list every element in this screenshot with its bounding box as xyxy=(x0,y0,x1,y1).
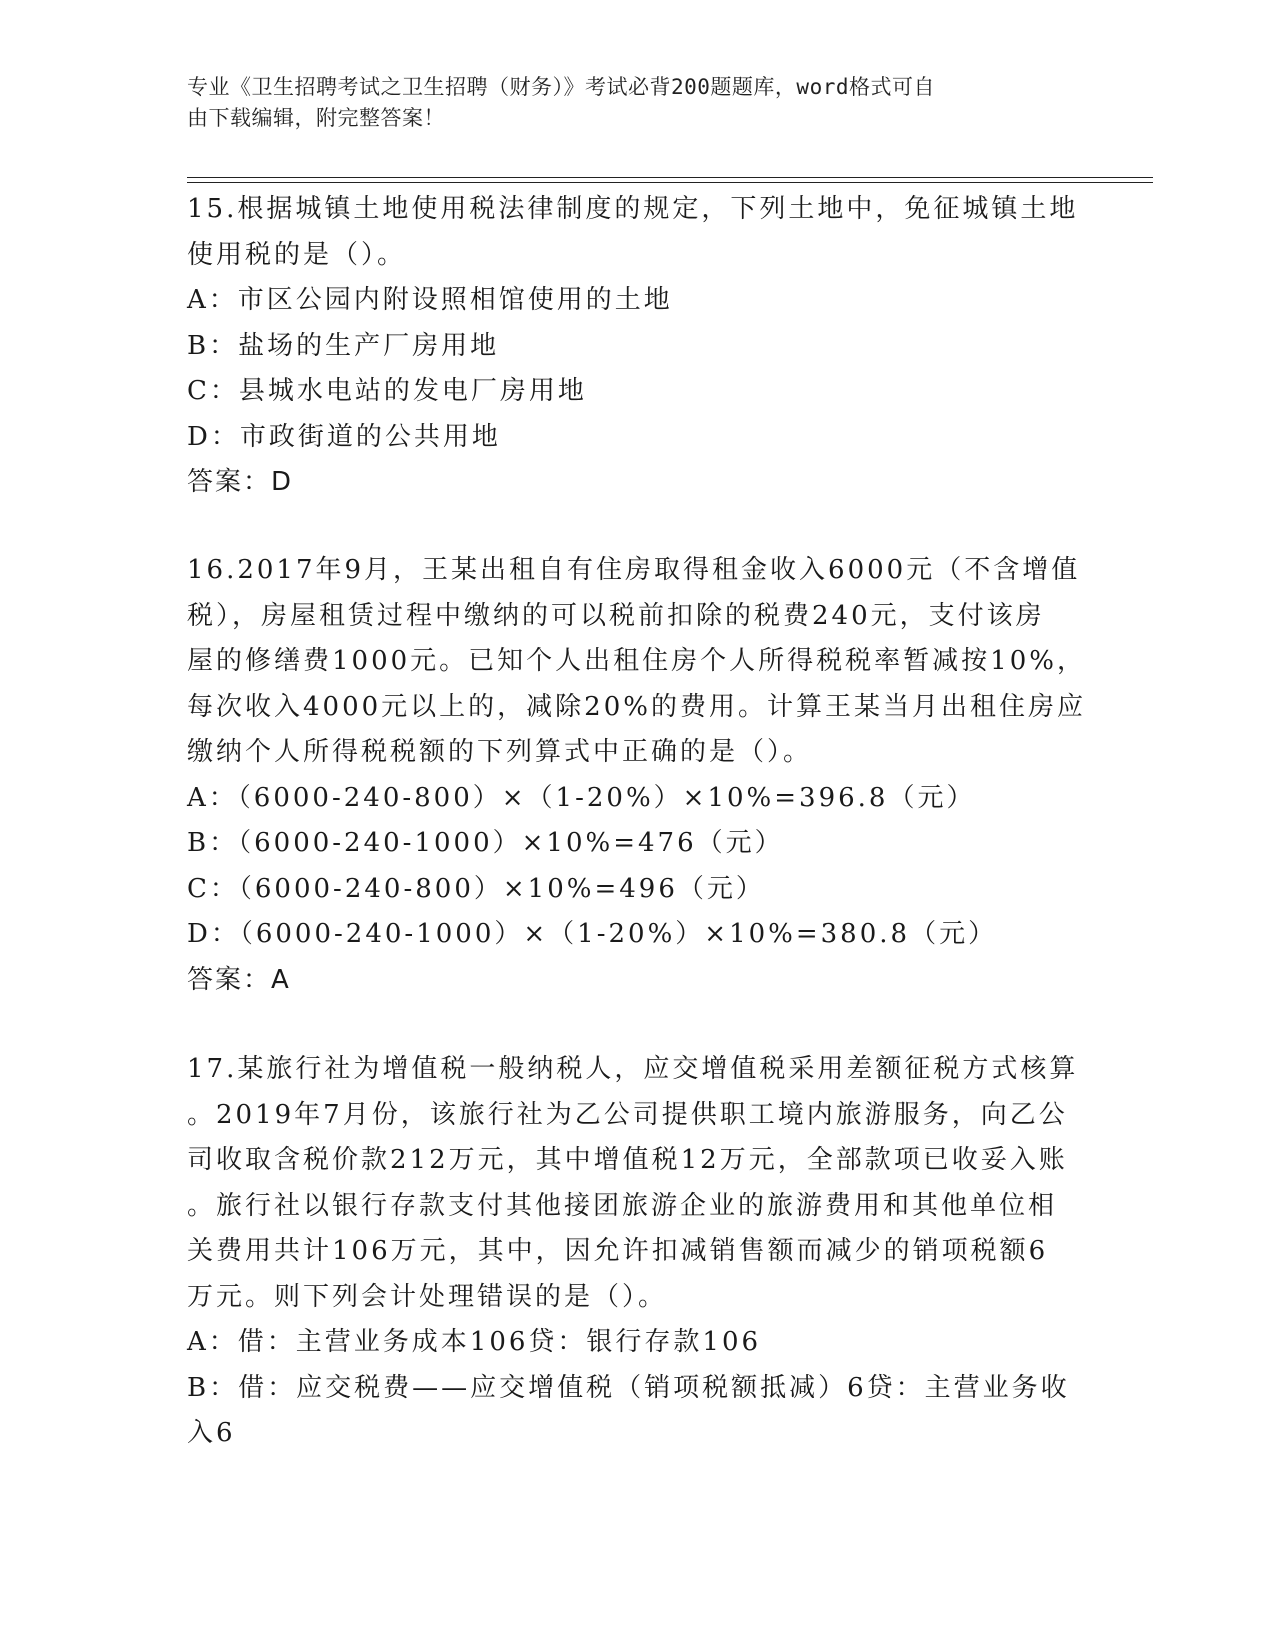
question-15 xyxy=(187,187,1077,506)
question-stem-line: 屋的修缮费1000元。已知个人出租住房个人所得税税率暂减按10%， xyxy=(187,646,1086,676)
option-a: A：市区公园内附设照相馆使用的土地 xyxy=(187,285,673,315)
option-b: B：借：应交税费——应交增值税（销项税额抵减）6贷：主营业务收 xyxy=(187,1372,1070,1403)
question-stem-line: 司收取含税价款212万元，其中增值税12万元，全部款项已收妥入账 xyxy=(187,1145,1068,1175)
option-b: B：盐场的生产厂房用地 xyxy=(187,330,500,361)
answer-line: 答案：D xyxy=(187,467,294,497)
question-stem-line: 16.2017年9月，王某出租自有住房取得租金收入6000元（不含增值 xyxy=(187,555,1081,585)
question-stem-line: 万元。则下列会计处理错误的是（）。 xyxy=(187,1281,668,1312)
question-16 xyxy=(187,548,1086,1003)
header-divider xyxy=(187,177,1153,178)
document-header xyxy=(187,72,1067,134)
option-d: D：（6000-240-1000）×（1-20%）×10%=380.8（元） xyxy=(187,919,998,949)
question-stem-line: 17.某旅行社为增值税一般纳税人，应交增值税采用差额征税方式核算 xyxy=(187,1054,1079,1084)
option-c: C：（6000-240-800）×10%=496（元） xyxy=(187,873,765,904)
header-divider-thin xyxy=(187,182,1153,183)
option-d: D：市政街道的公共用地 xyxy=(187,421,501,452)
option-a: A：借：主营业务成本106贷：银行存款106 xyxy=(187,1327,762,1357)
question-stem-line: 。2019年7月份，该旅行社为乙公司提供职工境内旅游服务，向乙公 xyxy=(187,1099,1068,1130)
question-stem-line: 关费用共计106万元，其中，因允许扣减销售额而减少的销项税额6 xyxy=(187,1236,1049,1266)
question-stem-line: 税），房屋租赁过程中缴纳的可以税前扣除的税费240元，支付该房 xyxy=(187,600,1045,631)
question-stem-line: 15.根据城镇土地使用税法律制度的规定，下列土地中，免征城镇土地 xyxy=(187,194,1079,224)
option-c: C：县城水电站的发电厂房用地 xyxy=(187,376,587,406)
question-stem-line: 每次收入4000元以上的，减除20%的费用。计算王某当月出租住房应 xyxy=(187,691,1086,722)
question-stem-line: 。旅行社以银行存款支付其他接团旅游企业的旅游费用和其他单位相 xyxy=(187,1190,1058,1221)
question-stem-line: 缴纳个人所得税税额的下列算式中正确的是（）。 xyxy=(187,737,813,767)
answer-line: 答案：A xyxy=(187,964,291,995)
option-b-continued: 入6 xyxy=(187,1418,236,1448)
header-line: 专业《卫生招聘考试之卫生招聘（财务）》考试必背200题题库，word格式可自 xyxy=(187,75,935,99)
option-a: A：（6000-240-800）×（1-20%）×10%=396.8（元） xyxy=(187,782,976,813)
question-stem-line: 使用税的是（）。 xyxy=(187,239,407,270)
header-line: 由下载编辑，附完整答案！ xyxy=(187,106,445,130)
question-17 xyxy=(187,1047,1077,1457)
option-b: B：（6000-240-1000）×10%=476（元） xyxy=(187,828,784,858)
